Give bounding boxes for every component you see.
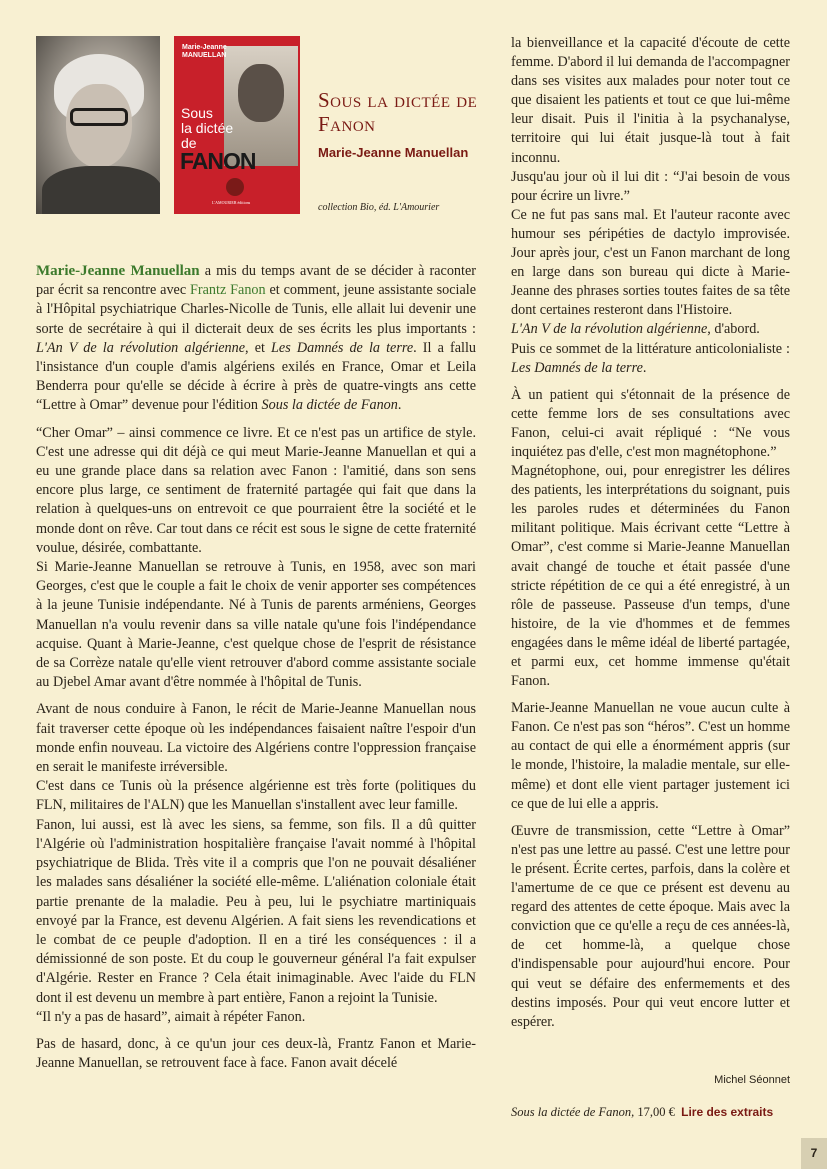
p1-text-b: et comment, jeune assistante sociale à l'Hôpital psychiatrique Charles-Nicolle de Tunis, elle allait lui devenir une sorte de secrétaire à qui il dicterait deux de ses écrits les plus importants : xyxy=(36,282,477,337)
p1-text-d: . Il a fallu l'insistance d'un couple d'amis algériens exilés en France, Omar et Leila Benderra pour qu'elle se décide à écrire à près de quatre-vingts ans cette “Lettre à Omar” devenue pour l'édition xyxy=(36,339,476,414)
p1-text-a: a mis du temps avant de se décider à raconter par écrit sa rencontre avec xyxy=(36,263,476,299)
fanon-name-highlight: Frantz Fanon xyxy=(190,282,266,299)
p1-text-e: . xyxy=(397,397,402,414)
photo-glasses xyxy=(70,108,128,126)
right-paragraph-1: la bienveillance et la capacité d'écoute de cette femme. D'abord il lui demanda de l'accompagner dans ses visites aux malades pour noter tout ce que disaient les patients et tout ce que lui-même leur disait. Puis il l'initia à la psychanalyse, territoire qui lui était jusque-là tout à fait inconnu. xyxy=(511,35,790,166)
right-book-title-an-v: L'An V de la révolution algérienne xyxy=(511,321,708,338)
cover-title-3: de xyxy=(181,135,197,151)
cover-author xyxy=(182,44,227,60)
left-paragraph-8: Pas de hasard, donc, à ce qu'un jour ces deux-là, Frantz Fanon et Marie-Jeanne Manuellan, se retrouvent face à face. Fanon avait décelé xyxy=(36,1035,476,1072)
cover-publisher: L'AMOURIER éditions xyxy=(212,200,251,205)
cover-author-first: Marie-Jeanne xyxy=(182,44,227,51)
footer-book-title: Sous la dictée de Fanon, xyxy=(511,1105,635,1119)
left-paragraph-6: Fanon, lui aussi, est là avec les siens, sa femme, son fils. Il a dû quitter l'Algérie où l'administration hospitalière française l'avait nommé à l'hôpital psychiatrique de Blida. Très vite il a compris que l'on ne pouvait désaliéner les malades sans désaliéner la société elle-même. L'aliénation coloniale était partie prenante de la maladie. Peu à peu, lui le psychiatre martiniquais envoyé par la France, est devenu Algérien. A fait siens les revendications et le combat de ce peuple d'adoption. Il en a tiré les conséquences : il a démissionné de son poste. Et du coup le gouverneur général l'a fait expulser d'Algérie. Rester en France ? Cela était inimaginable. Avec l'aide du FLN dont il est devenu un membre à part entière, Fanon a rejoint la Tunisie. xyxy=(36,816,476,1006)
author-name-highlight: Marie-Jeanne Manuellan xyxy=(36,263,200,279)
right-paragraph-9: Œuvre de transmission, cette “Lettre à Omar” n'est pas une lettre au passé. C'est une lettre pour le présent. Écrite certes, parfois, dans la colère et l'amertume de ce que ce présent est devenu au regard des attentes de cette époque. Mais avec la conviction que ce qu'elle a reçu de ces années-là, de cet homme-là, a quelque chose d'indispensable pour aujourd'hui encore. Pour qui veut se défaire des enfermements et des destins imposés. Pour qui veut encore lutter et espérer. xyxy=(511,822,790,1030)
book-title-damnes: Les Damnés de la terre xyxy=(271,339,414,356)
right-paragraph-4 xyxy=(511,320,790,339)
read-excerpts-link[interactable]: Lire des extraits xyxy=(681,1105,774,1119)
book-title-an-v: L'An V de la révolution algérienne xyxy=(36,339,246,356)
book-price-line xyxy=(511,1105,773,1120)
cover-title-2: la dictée xyxy=(181,120,234,136)
right-p5-end: . xyxy=(642,359,647,376)
review-signature: Michel Séonnet xyxy=(714,1074,790,1086)
right-paragraph-5 xyxy=(511,340,790,378)
collection-note: collection Bio, éd. L'Amourier xyxy=(318,202,440,213)
left-column xyxy=(36,262,476,1081)
author-photo xyxy=(36,36,160,214)
cover-portrait-head xyxy=(238,64,284,122)
left-paragraph-7: “Il n'y a pas de hasard”, aimait à répéter Fanon. xyxy=(36,1008,306,1025)
right-p5-text: Puis ce sommet de la littérature anticolonialiste : xyxy=(511,340,790,357)
left-paragraph-1 xyxy=(36,262,476,416)
page-number: 7 xyxy=(801,1138,827,1169)
book-title-sous-la-dictee: Sous la dictée de Fanon xyxy=(261,397,398,414)
right-paragraph-7: Magnétophone, oui, pour enregistrer les délires des patients, les interprétations du soignant, puis les paroles rudes et déterminées du Fanon militant politique. Mais écrivant cette “Lettre à Omar”, c'est comme si Marie-Jeanne Manuellan avait changé de touche et était passée d'une stricte répétition de ce qui a été enregistré, à un rôle de passeuse. Passeuse d'un temps, d'une histoire, de la vie d'hommes et de femmes engagées dans le même idéal de liberté partagée, et parmi eux, cet homme immense qu'était Fanon. xyxy=(511,463,790,690)
cover-title-fanon: FANON xyxy=(180,148,256,174)
book-cover xyxy=(174,36,300,214)
right-column xyxy=(511,34,790,1040)
cover-author-last: MANUELLAN xyxy=(182,52,227,59)
right-book-title-damnes: Les Damnés de la terre xyxy=(511,359,643,376)
tree-logo-icon xyxy=(226,178,244,196)
review-author: Marie-Jeanne Manuellan xyxy=(318,145,469,160)
book-price: 17,00 € xyxy=(634,1105,675,1119)
left-paragraph-4: Avant de nous conduire à Fanon, le récit de Marie-Jeanne Manuellan nous fait traverser cette époque où les indépendances faisaient naître l'espoir d'un monde enfin nouveau. La victoire des Algériens contre l'oppression française en serait le manifeste irréversible. xyxy=(36,701,476,776)
photo-body xyxy=(42,166,160,214)
left-paragraph-5: C'est dans ce Tunis où la présence algérienne est très forte (politiques du FLN, militaires de l'ALN) que les Manuellan s'installent avec leur famille. xyxy=(36,778,476,814)
review-title: Sous la dictée de Fanon xyxy=(318,88,478,136)
photo-face xyxy=(66,84,132,168)
right-paragraph-6: À un patient qui s'étonnait de la présence de cette femme lors de ses consultations avec Fanon, celui-ci avait répliqué : “Ne vous inquiétez pas d'elle, c'est mon magnétophone.” xyxy=(511,386,790,460)
right-paragraph-3: Ce ne fut pas sans mal. Et l'auteur raconte avec humour ses péripéties de dactylo improvisée. Jour après jour, c'est un Fanon marchant de long en large dans son bureau qui dicte à Marie-Jeanne des phrases sorties toutes faites de sa tête dont certaines resteront dans l'Histoire. xyxy=(511,206,790,319)
right-p4-rest: , d'abord. xyxy=(707,321,760,338)
p1-text-c: , et xyxy=(245,339,272,356)
cover-title xyxy=(181,106,233,151)
left-paragraph-2: “Cher Omar” – ainsi commence ce livre. Et ce n'est pas un artifice de style. C'est une adresse qui dit déjà ce qui meut Marie-Jeanne Manuellan et qui a eu une grande place dans sa relation avec Fanon : l'amitié, dans son sens encore plus large, ce sentiment de fraternité partagée qui fait que dans la relation à quelques-uns on entrevoit ce que pourraient être la société et le monde dont on rêve. Car tout dans ce récit est sous le signe de cette fraternité voulue, désirée, combattante. xyxy=(36,424,476,556)
right-paragraph-8: Marie-Jeanne Manuellan ne voue aucun culte à Fanon. Ce n'est pas son “héros”. C'est un homme au contact de qui elle a énormément appris (sur le monde, l'histoire, la maladie mentale, sur elle-même) et dont elle vient partager justement ici ce que de lui elle a appris. xyxy=(511,700,790,812)
left-paragraph-3: Si Marie-Jeanne Manuellan se retrouve à Tunis, en 1958, avec son mari Georges, c'est que le couple a fait le choix de venir apporter ses compétences à la jeune Tunisie indépendante. Né à Tunis de parents arméniens, Georges Manuellan n'a voulu revenir dans sa ville natale qu'une fois l'indépendance acquise. Quant à Marie-Jeanne, c'est quelque chose de l'esprit de résistance de sa Corrèze natale qu'elle vient retrouver d'abord comme assistante sociale au Djebel Amar avant d'être nommée à l'hôpital de Tunis. xyxy=(36,559,476,691)
right-paragraph-2: Jusqu'au jour où il lui dit : “J'ai besoin de vous pour écrire un livre.” xyxy=(511,168,790,204)
cover-title-1: Sous xyxy=(181,105,213,121)
